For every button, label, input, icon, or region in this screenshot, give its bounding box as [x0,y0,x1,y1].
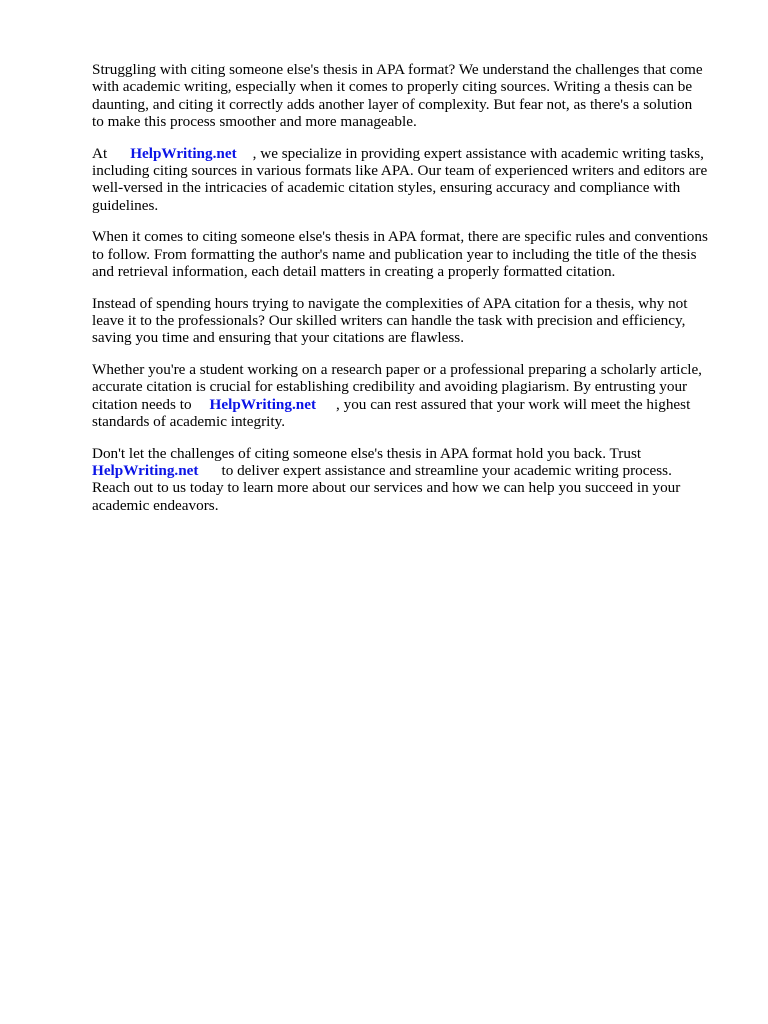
paragraph-call-to-action [92,445,726,514]
helpwriting-link[interactable]: HelpWriting.net [209,395,317,413]
text-line: to make this process smoother and more manageable. [92,112,417,130]
text-line: Whether you're a student working on a research paper or a professional preparing a scholarly article, [92,361,702,379]
text-fragment: , you can rest assured that your work will meet the highest [336,395,691,413]
text-line [92,396,726,413]
text-fragment: At [92,144,108,162]
paragraph-intro [92,61,726,130]
text-fragment: citation needs to [92,395,192,413]
paragraph-apa-rules [92,228,726,280]
text-line: Struggling with citing someone else's thesis in APA format? We understand the challenges that come [92,61,703,78]
helpwriting-link[interactable]: HelpWriting.net [130,144,237,162]
text-line [92,145,726,162]
text-line: leave it to the professionals? Our skilled writers can handle the task with precision and efficiency, [92,312,686,330]
text-line: to follow. From formatting the author's name and publication year to including the title of the thesis [92,245,697,263]
text-line: guidelines. [92,196,159,214]
text-line: Reach out to us today to learn more about our services and how we can help you succeed in your [92,479,681,497]
paragraph-credibility [92,361,726,430]
helpwriting-link[interactable]: HelpWriting.net [92,462,199,480]
text-line: accurate citation is crucial for establishing credibility and avoiding plagiarism. By entrusting your [92,378,688,396]
text-line [92,462,726,479]
text-fragment: to deliver expert assistance and streamline your academic writing process. [221,462,672,480]
paragraph-about-service [92,145,726,214]
text-line: and retrieval information, each detail matters in creating a properly formatted citation. [92,262,616,280]
text-line: standards of academic integrity. [92,413,286,431]
text-line: academic endeavors. [92,496,219,514]
paragraph-professionals [92,295,726,347]
text-line: with academic writing, especially when it comes to properly citing sources. Writing a thesis can be [92,78,693,96]
text-line: including citing sources in various formats like APA. Our team of experienced writers and editors are [92,161,708,179]
text-line: Don't let the challenges of citing someone else's thesis in APA format hold you back. Trust [92,444,642,462]
text-line: When it comes to citing someone else's thesis in APA format, there are specific rules and conventions [92,228,708,246]
text-line: Instead of spending hours trying to navigate the complexities of APA citation for a thesis, why not [92,294,688,312]
text-line: saving you time and ensuring that your citations are flawless. [92,329,465,347]
text-line: daunting, and citing it correctly adds another layer of complexity. But fear not, as there's a solution [92,95,693,113]
document-page [92,61,726,529]
text-line: well-versed in the intricacies of academic citation styles, ensuring accuracy and compliance with [92,179,681,197]
text-fragment: , we specialize in providing expert assistance with academic writing tasks, [252,144,704,162]
